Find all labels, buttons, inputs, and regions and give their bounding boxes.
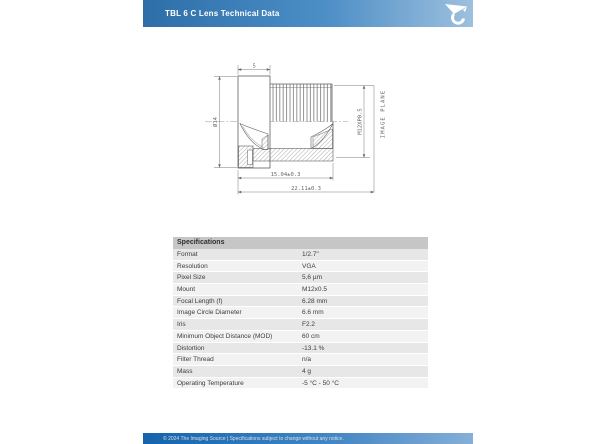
spec-value: -5 °C - 50 °C bbox=[302, 379, 339, 387]
table-row bbox=[173, 284, 428, 296]
table-row bbox=[173, 366, 428, 378]
spec-label: Focal Length (f) bbox=[177, 297, 223, 305]
dim-total-length-label: 22.11±0.3 bbox=[291, 186, 321, 192]
spec-value: 6.6 mm bbox=[302, 309, 324, 317]
dim-thread-spec-label: M12XP0.5 bbox=[357, 108, 364, 135]
spec-label: Resolution bbox=[177, 262, 208, 270]
table-row bbox=[173, 249, 428, 261]
spec-value: F2.2 bbox=[302, 321, 316, 329]
spec-value: VGA bbox=[302, 262, 316, 270]
spec-label: Mount bbox=[177, 286, 196, 294]
spec-table-title: Specifications bbox=[173, 237, 428, 249]
dim-outer-diameter-label: Ø14 bbox=[213, 117, 219, 127]
spec-label: Filter Thread bbox=[177, 356, 214, 364]
spec-value: n/a bbox=[302, 356, 312, 364]
spec-label: Iris bbox=[177, 321, 186, 329]
spec-value: 1/2.7" bbox=[302, 251, 319, 258]
table-row bbox=[173, 354, 428, 366]
spec-label: Minimum Object Distance (MOD) bbox=[177, 332, 273, 340]
dim-body-length-label: 15.04±0.3 bbox=[270, 172, 301, 178]
header-bar bbox=[143, 0, 473, 27]
table-row bbox=[173, 296, 428, 308]
spec-label: Image Circle Diameter bbox=[177, 309, 242, 317]
page-title: TBL 6 C Lens Technical Data bbox=[165, 9, 280, 18]
table-row bbox=[173, 307, 428, 319]
image-plane-label: IMAGE PLANE bbox=[380, 89, 387, 139]
footer-text: © 2024 The Imaging Source | Specifications subject to change without any notice. bbox=[163, 436, 344, 442]
spec-value: M12x0.5 bbox=[302, 286, 327, 294]
spec-value: -13.1 % bbox=[302, 344, 325, 352]
spec-value: 4 g bbox=[302, 367, 312, 375]
imaging-source-logo-icon bbox=[443, 1, 470, 26]
table-row bbox=[173, 261, 428, 273]
thread-section bbox=[271, 84, 333, 122]
table-row bbox=[173, 319, 428, 331]
spec-label: Format bbox=[177, 251, 198, 258]
lens-technical-drawing bbox=[195, 55, 400, 203]
spec-value: 5,6 µm bbox=[302, 274, 323, 282]
spec-label: Distortion bbox=[177, 344, 205, 352]
spec-value: 6.28 mm bbox=[302, 297, 328, 305]
lens-body-outline bbox=[238, 76, 333, 168]
dim-front-length-label: 5 bbox=[252, 63, 256, 70]
specifications-table bbox=[173, 237, 428, 389]
table-row bbox=[173, 272, 428, 284]
table-row bbox=[173, 343, 428, 355]
table-row bbox=[173, 331, 428, 343]
set-screw-slot bbox=[248, 150, 253, 165]
spec-label: Operating Temperature bbox=[177, 379, 244, 387]
spec-value: 60 cm bbox=[302, 332, 320, 340]
table-row bbox=[173, 378, 428, 390]
footer-bar bbox=[143, 433, 473, 444]
spec-table-body bbox=[173, 249, 428, 389]
spec-label: Pixel Size bbox=[177, 274, 206, 282]
spec-label: Mass bbox=[177, 367, 193, 375]
